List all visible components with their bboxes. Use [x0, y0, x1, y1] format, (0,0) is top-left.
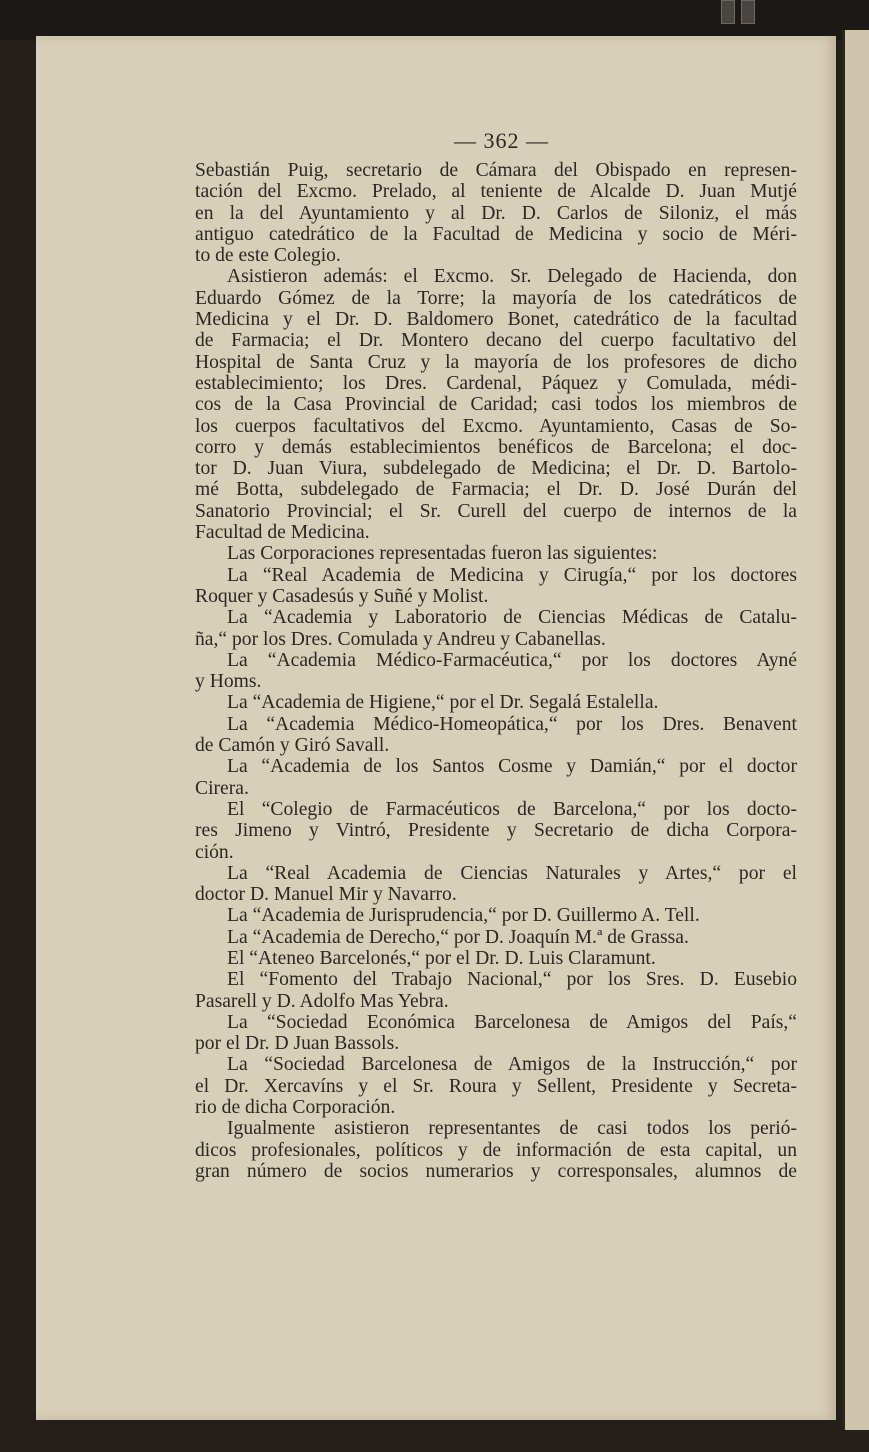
- text-line: Eduardo Gómez de la Torre; la mayoría de los catedráticos de: [195, 287, 797, 309]
- page-number: — 362 —: [454, 128, 549, 153]
- text-line: Medicina y el Dr. D. Baldomero Bonet, catedrático de la facultad: [195, 309, 797, 331]
- text-line: de Farmacia; el Dr. Montero decano del cuerpo facultativo del: [195, 330, 797, 352]
- text-line: Cirera.: [195, 777, 249, 799]
- text-line: Sanatorio Provincial; el Sr. Curell del cuerpo de internos de la: [195, 500, 797, 522]
- body-text: [195, 160, 797, 1182]
- text-line: de Camón y Giró Savall.: [195, 735, 390, 757]
- text-line: La “Academia Médico-Homeopática,“ por los Dres. Benavent: [227, 713, 797, 735]
- text-line: doctor D. Manuel Mir y Navarro.: [195, 884, 457, 906]
- text-line: tación del Excmo. Prelado, al teniente de Alcalde D. Juan Mutjé: [195, 181, 797, 203]
- text-line: rio de dicha Corporación.: [195, 1097, 396, 1119]
- text-line: Pasarell y D. Adolfo Mas Yebra.: [195, 990, 449, 1012]
- text-line: La “Sociedad Barcelonesa de Amigos de la Instrucción,“ por: [227, 1054, 797, 1076]
- text-line: Facultad de Medicina.: [195, 522, 370, 544]
- text-line: El “Colegio de Farmacéuticos de Barcelona,“ por los docto-: [227, 798, 797, 820]
- text-line: establecimiento; los Dres. Cardenal, Páquez y Comulada, médi-: [195, 372, 797, 394]
- text-line: ña,“ por los Dres. Comulada y Andreu y Cabanellas.: [195, 628, 606, 650]
- text-line: El “Fomento del Trabajo Nacional,“ por los Sres. D. Eusebio: [227, 969, 797, 991]
- text-line: La “Academia y Laboratorio de Ciencias Médicas de Catalu-: [227, 607, 797, 629]
- text-line: La “Academia de Jurisprudencia,“ por D. Guillermo A. Tell.: [227, 905, 700, 927]
- text-line: corro y demás establecimientos benéficos de Barcelona; el doc-: [195, 436, 797, 458]
- text-line: Roquer y Casadesús y Suñé y Molist.: [195, 585, 489, 607]
- text-line: La “Real Academia de Ciencias Naturales y Artes,“ por el: [227, 862, 797, 884]
- adjacent-page-edge: [842, 30, 869, 1430]
- text-line: Las Corporaciones representadas fueron las siguientes:: [227, 543, 658, 565]
- text-line: gran número de socios numerarios y corresponsales, alumnos de: [195, 1160, 797, 1182]
- text-line: ción.: [195, 841, 234, 863]
- text-line: Asistieron además: el Excmo. Sr. Delegado de Hacienda, don: [227, 266, 797, 288]
- scanner-background: [0, 0, 869, 40]
- text-line: los cuerpos facultativos del Excmo. Ayuntamiento, Casas de So-: [195, 415, 797, 437]
- text-line: mé Botta, subdelegado de Farmacia; el Dr. D. José Durán del: [195, 479, 797, 501]
- text-line: y Homs.: [195, 671, 262, 693]
- text-line: La “Sociedad Económica Barcelonesa de Amigos del País,“: [227, 1011, 797, 1033]
- text-line: res Jimeno y Vintró, Presidente y Secretario de dicha Corpora-: [195, 820, 797, 842]
- text-line: en la del Ayuntamiento y al Dr. D. Carlos de Siloniz, el más: [195, 202, 797, 224]
- text-line: el Dr. Xercavíns y el Sr. Roura y Sellent, Presidente y Secreta-: [195, 1075, 797, 1097]
- text-line: cos de la Casa Provincial de Caridad; casi todos los miembros de: [195, 394, 797, 416]
- text-line: El “Ateneo Barcelonés,“ por el Dr. D. Luis Claramunt.: [227, 947, 656, 969]
- text-line: La “Academia de los Santos Cosme y Damián,“ por el doctor: [227, 756, 797, 778]
- text-line: La “Real Academia de Medicina y Cirugía,“ por los doctores: [227, 564, 797, 586]
- binding-clip-right: [741, 0, 755, 24]
- text-line: La “Academia Médico-Farmacéutica,“ por los doctores Ayné: [227, 649, 797, 671]
- text-line: Hospital de Santa Cruz y la mayoría de los profesores de dicho: [195, 351, 797, 373]
- text-line: dicos profesionales, políticos y de información de esta capital, un: [195, 1139, 797, 1161]
- text-line: La “Academia de Higiene,“ por el Dr. Segalá Estalella.: [227, 692, 659, 714]
- text-line: tor D. Juan Viura, subdelegado de Medicina; el Dr. D. Bartolo-: [195, 458, 797, 480]
- text-line: por el Dr. D Juan Bassols.: [195, 1033, 400, 1055]
- text-line: La “Academia de Derecho,“ por D. Joaquín M.ª de Grassa.: [227, 926, 689, 948]
- binding-clip-left: [721, 0, 735, 24]
- text-line: Igualmente asistieron representantes de casi todos los perió-: [227, 1118, 797, 1140]
- text-line: Sebastián Puig, secretario de Cámara del Obispado en represen-: [195, 160, 797, 181]
- text-line: to de este Colegio.: [195, 245, 341, 267]
- text-line: antiguo catedrático de la Facultad de Medicina y socio de Méri-: [195, 223, 797, 245]
